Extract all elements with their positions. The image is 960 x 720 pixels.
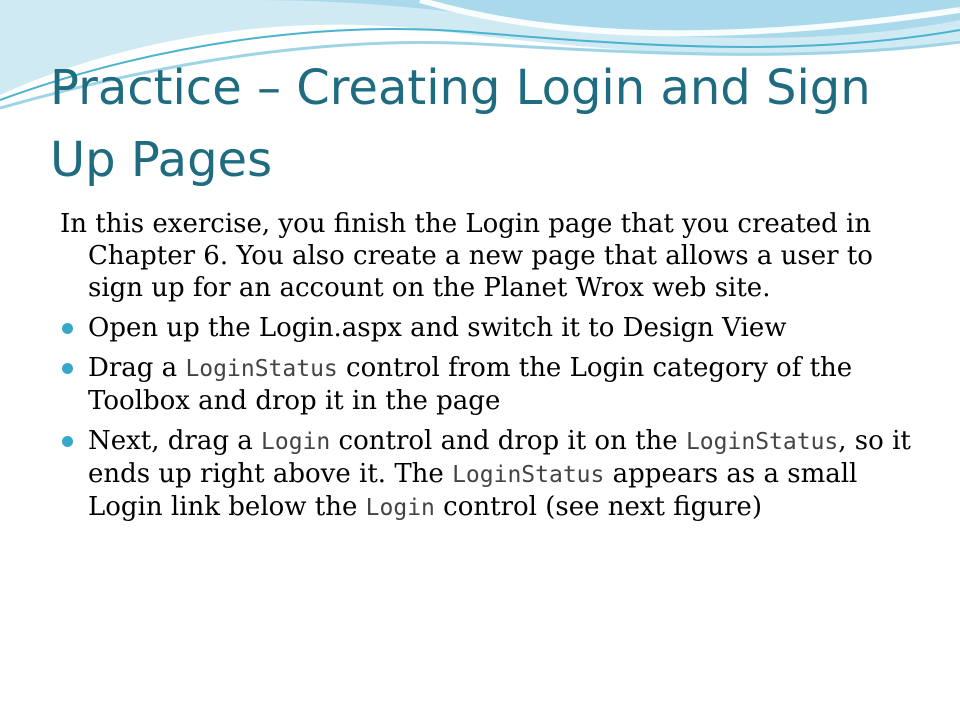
bullet-text: control and drop it on the bbox=[330, 426, 686, 456]
bullet-item bbox=[60, 312, 920, 344]
bullet-text: appears as a small Login link below the bbox=[88, 459, 858, 522]
bullet-item bbox=[60, 352, 920, 417]
bullet-text: Drag a bbox=[88, 353, 186, 383]
bullet-icon bbox=[62, 436, 73, 447]
code-term: LoginStatus bbox=[685, 429, 839, 455]
code-term: Login bbox=[261, 429, 331, 455]
code-term: LoginStatus bbox=[452, 462, 605, 488]
slide-title: Practice – Creating Login and Sign Up Pages bbox=[50, 60, 871, 188]
bullet-icon bbox=[62, 363, 73, 374]
slide-body bbox=[60, 208, 920, 532]
bullet-text: control from the Login category of the Toolbox and drop it in the page bbox=[88, 353, 853, 416]
bullet-item bbox=[60, 425, 920, 524]
code-term: LoginStatus bbox=[185, 356, 338, 382]
bullet-text: Open up the Login.aspx and switch it to Design View bbox=[88, 313, 787, 343]
bullet-text: , so it ends up right above it. The bbox=[88, 426, 911, 489]
bullet-text: control (see next figure) bbox=[434, 492, 762, 522]
code-term: Login bbox=[365, 495, 435, 521]
intro-paragraph: In this exercise, you finish the Login page that you created in Chapter 6. You also create a new page that allows a user to sign up for an account on the Planet Wrox web site. bbox=[60, 209, 873, 303]
bullet-text: Next, drag a bbox=[88, 426, 262, 456]
bullet-icon bbox=[62, 323, 73, 334]
